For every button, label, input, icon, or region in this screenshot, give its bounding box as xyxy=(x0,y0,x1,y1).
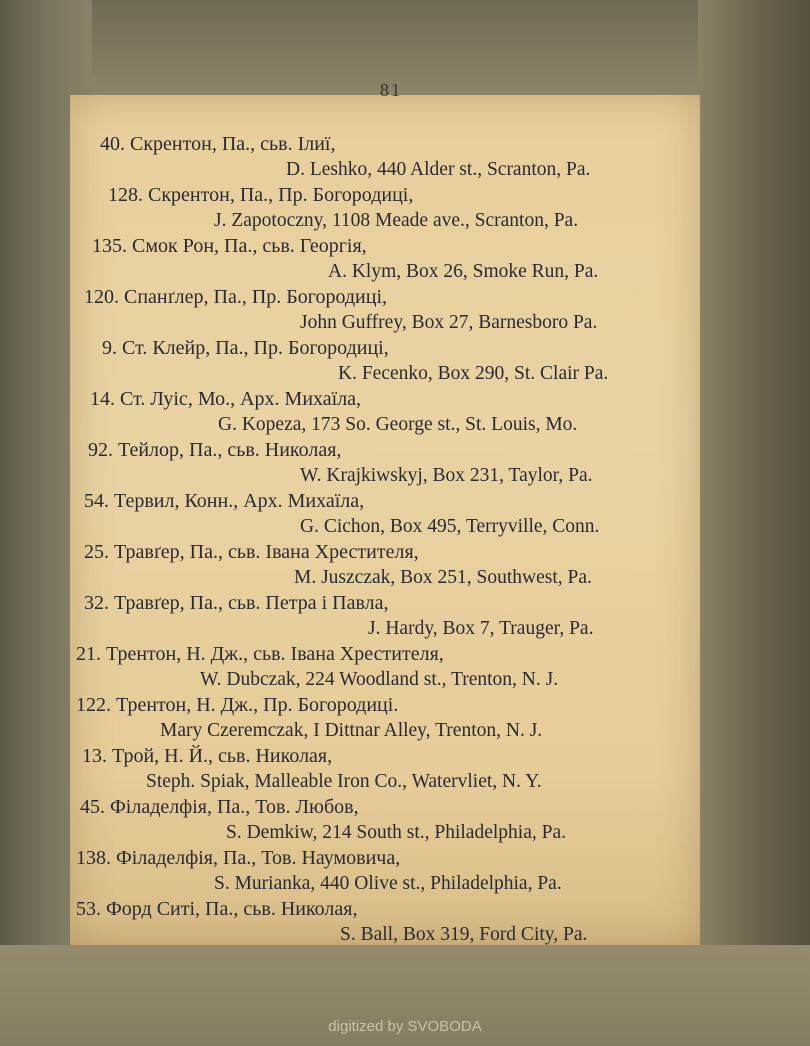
entry-heading: 45. Філаделфія, Па., Тов. Любов, xyxy=(80,796,359,818)
entry-detail: W. Dubczak, 224 Woodland st., Trenton, N. J. xyxy=(200,669,559,690)
entry-detail: K. Fecenko, Box 290, St. Clair Pa. xyxy=(338,363,609,384)
entry-heading: 13. Трой, Н. Й., сьв. Николая, xyxy=(82,745,333,767)
entry-heading: 53. Форд Ситі, Па., сьв. Николая, xyxy=(76,898,358,920)
entry-detail: S. Demkiw, 214 South st., Philadelphia, Pa. xyxy=(226,822,566,843)
entry-heading: 128. Скрентон, Па., Пр. Богородиці, xyxy=(108,184,414,206)
entry-detail: J. Hardy, Box 7, Trauger, Pa. xyxy=(368,618,594,639)
entry-detail: G. Kopeza, 173 So. George st., St. Louis, Mo. xyxy=(218,414,578,435)
entry-heading: 122. Трентон, Н. Дж., Пр. Богородиці. xyxy=(76,694,399,716)
entry-detail: G. Cichon, Box 495, Terryville, Conn. xyxy=(300,516,600,537)
entry-detail: John Guffrey, Box 27, Barnesboro Pa. xyxy=(300,312,598,333)
entry-heading: 14. Ст. Луіс, Мо., Арх. Михаїла, xyxy=(90,388,362,410)
entry-heading: 9. Ст. Клейр, Па., Пр. Богородиці, xyxy=(102,337,389,359)
entry-heading: 120. Спанґлер, Па., Пр. Богородиці, xyxy=(84,286,388,308)
entry-heading: 40. Скрентон, Па., сьв. Ілиї, xyxy=(100,133,336,155)
entry-detail: J. Zapotoczny, 1108 Meade ave., Scranton, Pa. xyxy=(214,210,579,231)
scan-background-top xyxy=(0,0,810,95)
entry-heading: 21. Трентон, Н. Дж., сьв. Івана Хрестителя, xyxy=(76,643,444,665)
entry-detail: M. Juszczak, Box 251, Southwest, Pa. xyxy=(294,567,592,588)
entry-detail: Steph. Spiak, Malleable Iron Co., Watervliet, N. Y. xyxy=(146,771,542,792)
digitization-credit: digitized by SVOBODA xyxy=(328,1018,482,1035)
entry-detail: S. Murianka, 440 Olive st., Philadelphia, Pa. xyxy=(214,873,562,894)
entry-heading: 138. Філаделфія, Па., Тов. Наумовича, xyxy=(76,847,401,869)
entry-detail: D. Leshko, 440 Alder st., Scranton, Pa. xyxy=(286,159,591,180)
entry-detail: A. Klym, Box 26, Smoke Run, Pa. xyxy=(328,261,599,282)
entry-detail: W. Krajkiwskyj, Box 231, Taylor, Pa. xyxy=(300,465,593,486)
entry-detail: S. Ball, Box 319, Ford City, Pa. xyxy=(340,924,588,945)
page-number: 81 xyxy=(380,80,402,100)
scan-background-right xyxy=(698,0,810,1046)
entry-heading: 135. Смок Рон, Па., сьв. Георгія, xyxy=(92,235,367,257)
entry-detail: Mary Czeremczak, I Dittnar Alley, Trenton, N. J. xyxy=(160,720,543,741)
entry-heading: 54. Тервил, Конн., Арх. Михаїла, xyxy=(84,490,365,512)
entry-heading: 32. Травґер, Па., сьв. Петра і Павла, xyxy=(84,592,389,614)
entry-heading: 92. Тейлор, Па., сьв. Николая, xyxy=(88,439,342,461)
entry-heading: 25. Травґер, Па., сьв. Івана Хрестителя, xyxy=(84,541,419,563)
